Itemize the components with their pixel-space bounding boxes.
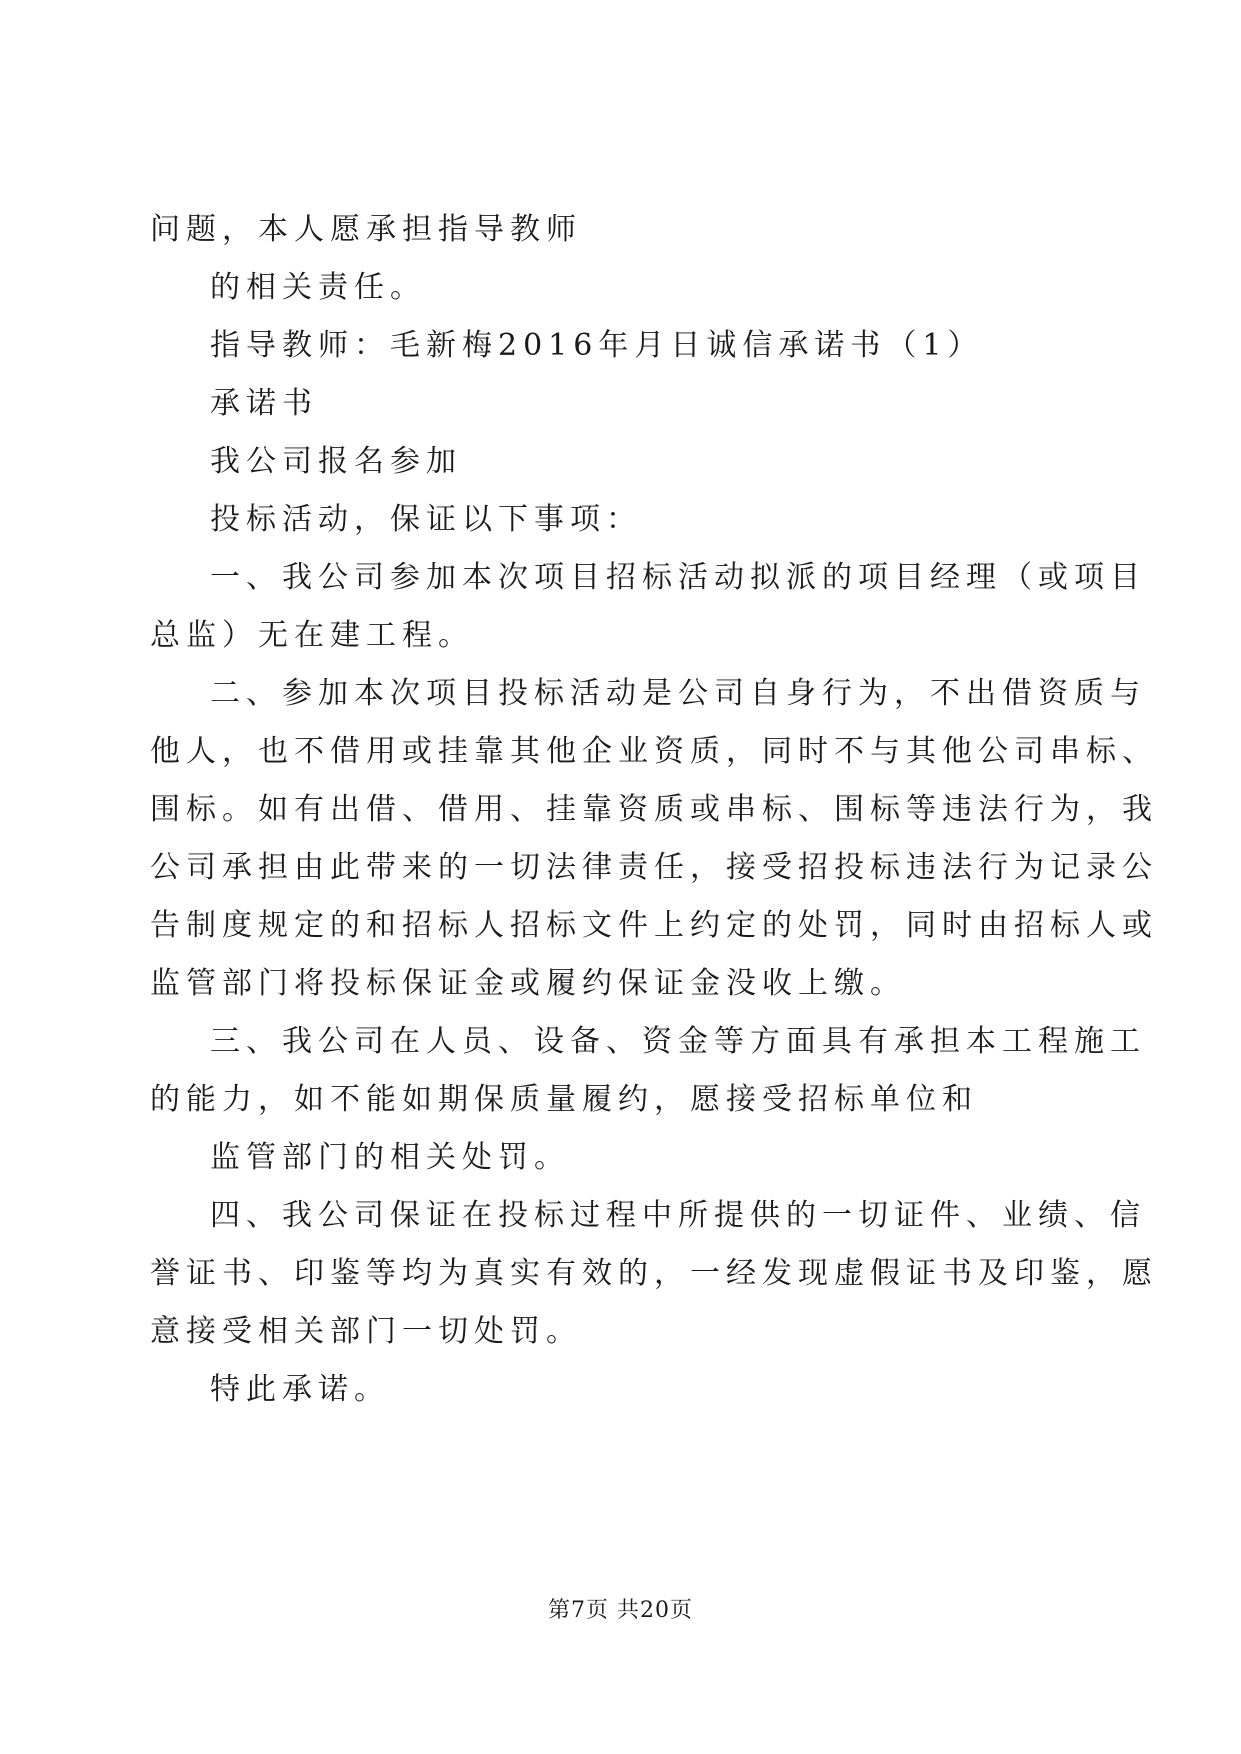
text-line: 誉证书、印鉴等均为真实有效的，一经发现虚假证书及印鉴，愿 [150,1256,1158,1291]
text-line: 三、我公司在人员、设备、资金等方面具有承担本工程施工 [210,1024,1146,1059]
text-line: 意接受相关部门一切处罚。 [150,1314,582,1349]
text-line: 监管部门将投标保证金或履约保证金没收上缴。 [150,966,906,1001]
text-line: 我公司报名参加 [210,444,462,479]
text-line: 总监）无在建工程。 [150,618,474,653]
text-line: 的相关责任。 [210,270,426,305]
text-line: 围标。如有出借、借用、挂靠资质或串标、围标等违法行为，我 [150,792,1158,827]
page-number-footer: 第7页 共20页 [548,1598,693,1623]
text-line: 指导教师：毛新梅2016年月日诚信承诺书（1） [210,328,984,363]
text-line: 特此承诺。 [210,1372,390,1407]
text-line: 的能力，如不能如期保质量履约，愿接受招标单位和 [150,1082,978,1117]
text-line: 监管部门的相关处罚。 [210,1140,570,1175]
text-line: 二、参加本次项目投标活动是公司自身行为，不出借资质与 [210,676,1146,711]
text-line: 投标活动，保证以下事项： [210,502,642,537]
text-line: 他人，也不借用或挂靠其他企业资质，同时不与其他公司串标、 [150,734,1158,769]
text-line: 公司承担由此带来的一切法律责任，接受招投标违法行为记录公 [150,850,1158,885]
text-line: 告制度规定的和招标人招标文件上约定的处罚，同时由招标人或 [150,908,1158,943]
text-line: 承诺书 [210,386,318,421]
text-line: 四、我公司保证在投标过程中所提供的一切证件、业绩、信 [210,1198,1146,1233]
text-line: 问题，本人愿承担指导教师 [150,212,582,247]
text-line: 一、我公司参加本次项目招标活动拟派的项目经理（或项目 [210,560,1146,595]
